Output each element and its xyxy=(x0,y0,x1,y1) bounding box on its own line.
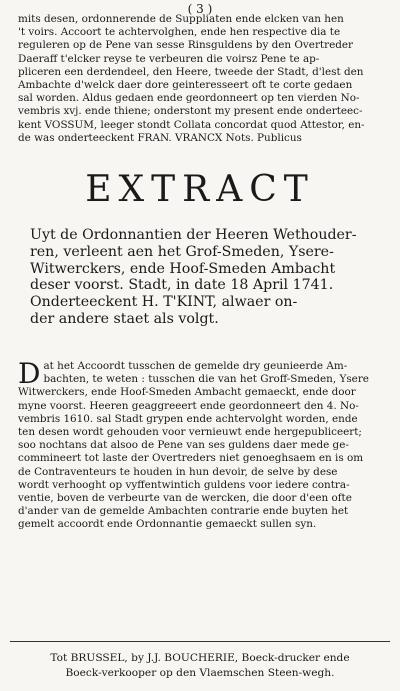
preamble-line: Daeraff t'elcker reyse te verbeuren die voirsz Pene te ap- xyxy=(18,52,320,65)
body-line: vembris 1610. sal Stadt grypen ende achtervolght worden, ende xyxy=(18,412,358,425)
preamble-line: mits desen, ordonnerende de Suppliaten ende elcken van hen xyxy=(18,13,344,25)
extract-title: EXTRACT xyxy=(85,169,315,210)
heading-line: Onderteeckent H. T'KINT, alwaer on- xyxy=(30,294,298,311)
body-line: bachten, te weten : tusschen die van het Groff-Smeden, Ysere xyxy=(43,373,369,386)
heading-line: ren, verleent aen het Grof-Smeden, Ysere- xyxy=(30,243,334,260)
drop-cap: D xyxy=(18,357,41,390)
heading-line: deser voorst. Stadt, in date 18 April 1741. xyxy=(30,277,334,294)
preamble-paragraph xyxy=(18,13,384,145)
body-line: d'ander van de gemelde Ambachten contrarie ende buyten het xyxy=(18,505,349,518)
imprint-line: Tot BRUSSEL, by J.J. BOUCHERIE, Boeck-drucker ende xyxy=(50,652,350,664)
preamble-line: kent VOSSUM, leeger stondt Collata concordat quod Attestor, en- xyxy=(18,118,365,131)
extract-heading xyxy=(30,227,378,328)
body-line: de Contraventeurs te houden in hun devoir, de selve by dese xyxy=(18,465,338,478)
body-line: myne voorst. Heeren geaggreeert ende geordonneert den 4. No- xyxy=(18,399,359,412)
preamble-line: 't voirs. Accoort te achtervolghen, ende hen respective dia te xyxy=(18,26,341,39)
preamble-line: pliceren een derdendeel, den Heere, tweede der Stadt, d'lest den xyxy=(18,65,364,78)
imprint-line: Boeck-verkooper op den Vlaemschen Steen-wegh. xyxy=(65,666,335,679)
body-line: ten desen wordt gehouden voor vernieuwt ende hergepubliceert; xyxy=(18,426,362,439)
preamble-line: sal worden. Aldus gedaen ende geordonneert op ten vierden No- xyxy=(18,92,360,105)
footer-rule xyxy=(10,641,390,642)
body-line: wordt verhooght op vyffentwintich guldens voor iedere contra- xyxy=(18,478,350,491)
preamble-line: Ambachte d'welck daer dore geinteresseert oft te corte gedaen xyxy=(18,79,353,92)
preamble-line: vembris xvj. ende thiene; onderstont my present ende onderteec- xyxy=(18,105,363,118)
body-line: commineert tot laste der Overtreders niet genoeghsaem en is om xyxy=(18,452,364,465)
heading-line: der andere staet als volgt. xyxy=(30,310,219,327)
preamble-line: de was onderteeckent FRAN. VRANCX Nots. Publicus xyxy=(18,131,302,144)
body-paragraph xyxy=(18,357,384,532)
heading-line: Uyt de Ordonnantien der Heeren Wethouder- xyxy=(30,227,357,243)
page-number: ( 3 ) xyxy=(187,2,213,16)
preamble-line: reguleren op de Pene van sesse Rinsguldens by den Overtreder xyxy=(18,39,353,52)
body-line: ventie, boven de verbeurte van de wercken, die door d'een ofte xyxy=(18,492,352,505)
body-line: Witwerckers, ende Hoof-Smeden Ambacht gemaeckt, ende door xyxy=(18,386,356,399)
heading-line: Witwerckers, ende Hoof-Smeden Ambacht xyxy=(30,260,336,277)
body-line: gemelt accoordt ende Ordonnantie gemaeckt sullen syn. xyxy=(18,518,317,531)
body-line: soo nochtans dat alsoo de Pene van ses guldens daer mede ge- xyxy=(18,439,349,452)
printer-imprint xyxy=(0,651,400,680)
body-line: at het Accoordt tusschen de gemelde dry geunieerde Am- xyxy=(43,360,348,372)
